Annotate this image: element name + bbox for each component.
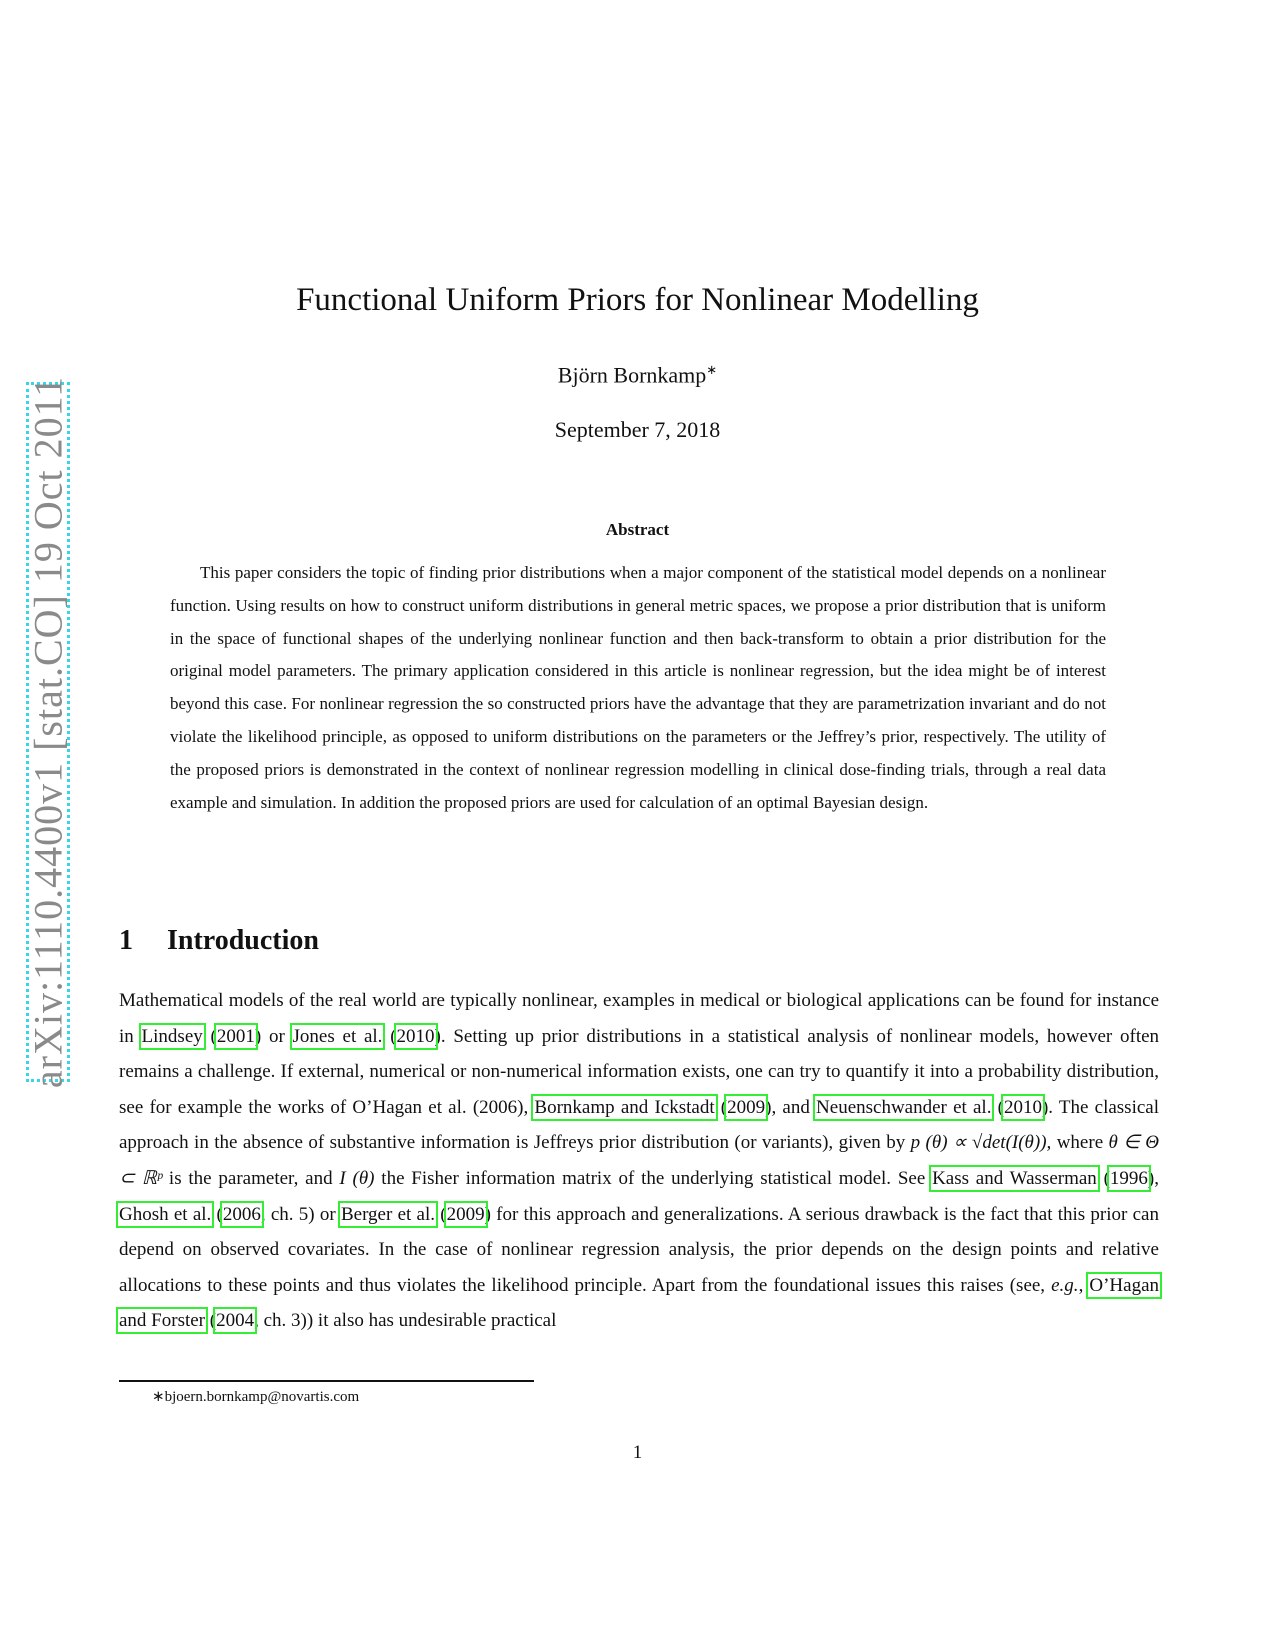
intro-text: ( xyxy=(202,1025,217,1047)
intro-text: ( xyxy=(435,1203,447,1225)
eg-abbreviation: e.g. xyxy=(1051,1274,1079,1296)
footnote-divider xyxy=(119,1380,534,1382)
jeffreys-prior-formula: p (θ) ∝ √det(I(θ)), xyxy=(910,1132,1052,1154)
intro-text: Mathematical models of the real world are typically nonlinear, examples in medical or biological applications can be found for instance in xyxy=(119,990,1159,1047)
intro-text: ), and xyxy=(765,1096,817,1118)
introduction-paragraph xyxy=(119,983,1159,1339)
citation-link[interactable]: Ghosh et al. xyxy=(119,1203,212,1225)
citation-link[interactable]: Neuenschwander et al. xyxy=(816,1096,992,1118)
section-number: 1 xyxy=(119,925,133,956)
section-title: Introduction xyxy=(167,925,319,956)
intro-text: ). Setting up prior distributions in a statistical analysis of nonlinear models, however often remains a challenge. If external, numerical or non-numerical information exists, one can try to quantify it into a probability distribution, see for example the works of O’Hagan et al. (2006), xyxy=(119,1025,1160,1118)
author-name: Björn Bornkamp xyxy=(557,362,707,388)
author-footnote-mark: ∗ xyxy=(706,362,718,377)
intro-text: where xyxy=(1051,1132,1109,1154)
fisher-information-symbol: I (θ) xyxy=(339,1167,375,1189)
citation-year-link[interactable]: 2001 xyxy=(216,1025,255,1047)
arxiv-identifier-text: arXiv:1110.4400v1 [stat.CO] 19 Oct 2011 xyxy=(25,375,71,1089)
citation-link[interactable]: Berger et al. xyxy=(340,1203,435,1225)
citation-link[interactable]: Bornkamp and Ickstadt xyxy=(534,1096,715,1118)
abstract-text: This paper considers the topic of finding prior distributions when a major component of the statistical model depends on a nonlinear function. Using results on how to construct uniform distributions in general metric spaces, we propose a prior distribution that is uniform in the space of functional shapes of the underlying nonlinear function and then back-transform to obtain a prior distribution for the original model parameters. The primary application considered in this article is nonlinear regression, but the idea might be of interest beyond this case. For nonlinear regression the so constructed priors have the advantage that they are parametrization invariant and do not violate the likelihood principle, as opposed to uniform distributions on the parameters or the Jeffrey’s prior, respectively. The utility of the proposed priors is demonstrated in the context of nonlinear regression modelling in clinical dose-finding trials, through a real data example and simulation. In addition the proposed priors are used for calculation of an optimal Bayesian design. xyxy=(170,563,1106,812)
intro-text: , ch. 5) or xyxy=(260,1203,341,1225)
intro-text: ( xyxy=(382,1025,397,1047)
footnote-email: ∗bjoern.bornkamp@novartis.com xyxy=(152,1389,360,1405)
intro-text: ( xyxy=(211,1203,223,1225)
citation-year-link[interactable]: 1996 xyxy=(1109,1167,1148,1189)
citation-year-link[interactable]: 2006 xyxy=(222,1203,261,1225)
intro-text: is the parameter, and xyxy=(162,1167,340,1189)
citation-link[interactable]: Kass and Wasserman xyxy=(932,1167,1097,1189)
citation-year-link[interactable]: 2004 xyxy=(216,1310,255,1332)
intro-text: ). The classical approach in the absence of substantive information is Jeffreys prior distribution (or variants), given by xyxy=(119,1096,1160,1154)
intro-text: ) or xyxy=(254,1025,293,1047)
citation-link[interactable]: Lindsey xyxy=(141,1025,203,1047)
citation-link[interactable]: O’Hagan and Forster xyxy=(119,1274,1160,1332)
citation-year-link[interactable]: 2010 xyxy=(396,1025,435,1047)
citation-year-link[interactable]: 2009 xyxy=(727,1096,766,1118)
intro-text: ( xyxy=(714,1096,728,1118)
intro-text: ) for this approach and generalizations. A serious drawback is the fact that this prior can depend on observed covariates. In the case of nonlinear regression analysis, the prior depends on the design points and relative allocations to these points and thus violates the likelihood principle. Apart from the foundational issues this raises (see, xyxy=(119,1203,1159,1296)
citation-link[interactable]: Jones et al. xyxy=(292,1025,383,1047)
author-line xyxy=(0,362,1275,388)
paper-title: Functional Uniform Priors for Nonlinear Modelling xyxy=(296,282,979,318)
intro-text: ( xyxy=(205,1310,217,1332)
intro-text: , xyxy=(1078,1274,1090,1296)
page-number: 1 xyxy=(632,1442,643,1463)
abstract-heading: Abstract xyxy=(605,520,670,539)
citation-year-link[interactable]: 2010 xyxy=(1003,1096,1042,1118)
intro-text: the Fisher information matrix of the underlying statistical model. See xyxy=(374,1167,933,1189)
intro-text: ), xyxy=(1147,1167,1159,1189)
parameter-space-formula: θ ∈ Θ ⊂ ℝᵖ xyxy=(119,1132,1159,1189)
section-heading xyxy=(119,925,319,957)
intro-text: , ch. 3)) it also has undesirable practical xyxy=(254,1310,557,1332)
citation-year-link[interactable]: 2009 xyxy=(446,1203,485,1225)
paper-date: September 7, 2018 xyxy=(554,417,721,442)
intro-text: ( xyxy=(1096,1167,1110,1189)
arxiv-identifier-stamp[interactable] xyxy=(25,375,71,1089)
intro-text: ( xyxy=(991,1096,1004,1118)
